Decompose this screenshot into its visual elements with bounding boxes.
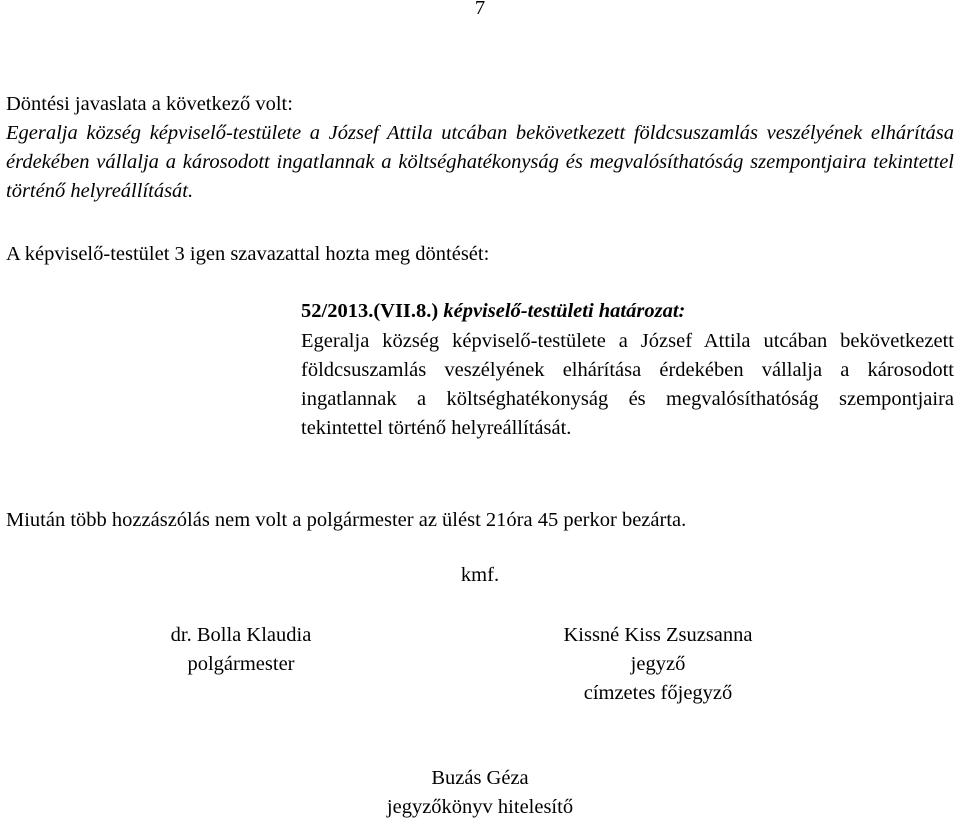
resolution-number: 52/2013.(VII.8.) [301,300,439,322]
signature-notary [508,621,808,708]
notary-subtitle: címzetes főjegyző [583,682,733,704]
mayor-title: polgármester [187,653,295,675]
proposal-heading: Döntési javaslata a következő volt: [6,93,293,115]
notary-title: jegyző [630,653,686,675]
vote-result: A képviselő-testület 3 igen szavazattal hozta meg döntését: [6,243,490,265]
page-number: 7 [474,0,486,19]
kmf: kmf. [460,564,500,586]
mayor-name: dr. Bolla Klaudia [170,624,312,646]
closing-text: Miután több hozzászólás nem volt a polgármester az ülést 21óra 45 perkor bezárta. [6,509,687,531]
proposal-text: Egeralja község képviselő-testülete a József Attila utcában bekövetkezett földcsuszamlás veszélyének elhárítása érdekében vállalja a károsodott ingatlannak a költséghatékonyság és megvalósíthatóság szempontjaira tekintettel történő helyreállítását. [6,122,954,202]
authenticator-name: Buzás Géza [431,767,529,789]
resolution-title: képviselő-testületi határozat: [443,300,686,322]
signature-mayor [141,621,341,679]
notary-name: Kissné Kiss Zsuzsanna [563,624,753,646]
authenticator-title: jegyzőkönyv hitelesítő [386,796,574,818]
resolution [301,297,954,443]
resolution-text: Egeralja község képviselő-testülete a József Attila utcában bekövetkezett földcsuszamlás veszélyének elhárítása érdekében vállalja a károsodott ingatlannak a költséghatékonyság és megvalósíthatóság szempontjaira tekintettel történő helyreállítását. [301,330,954,439]
resolution-heading [301,297,954,326]
signature-authenticator [330,764,630,822]
